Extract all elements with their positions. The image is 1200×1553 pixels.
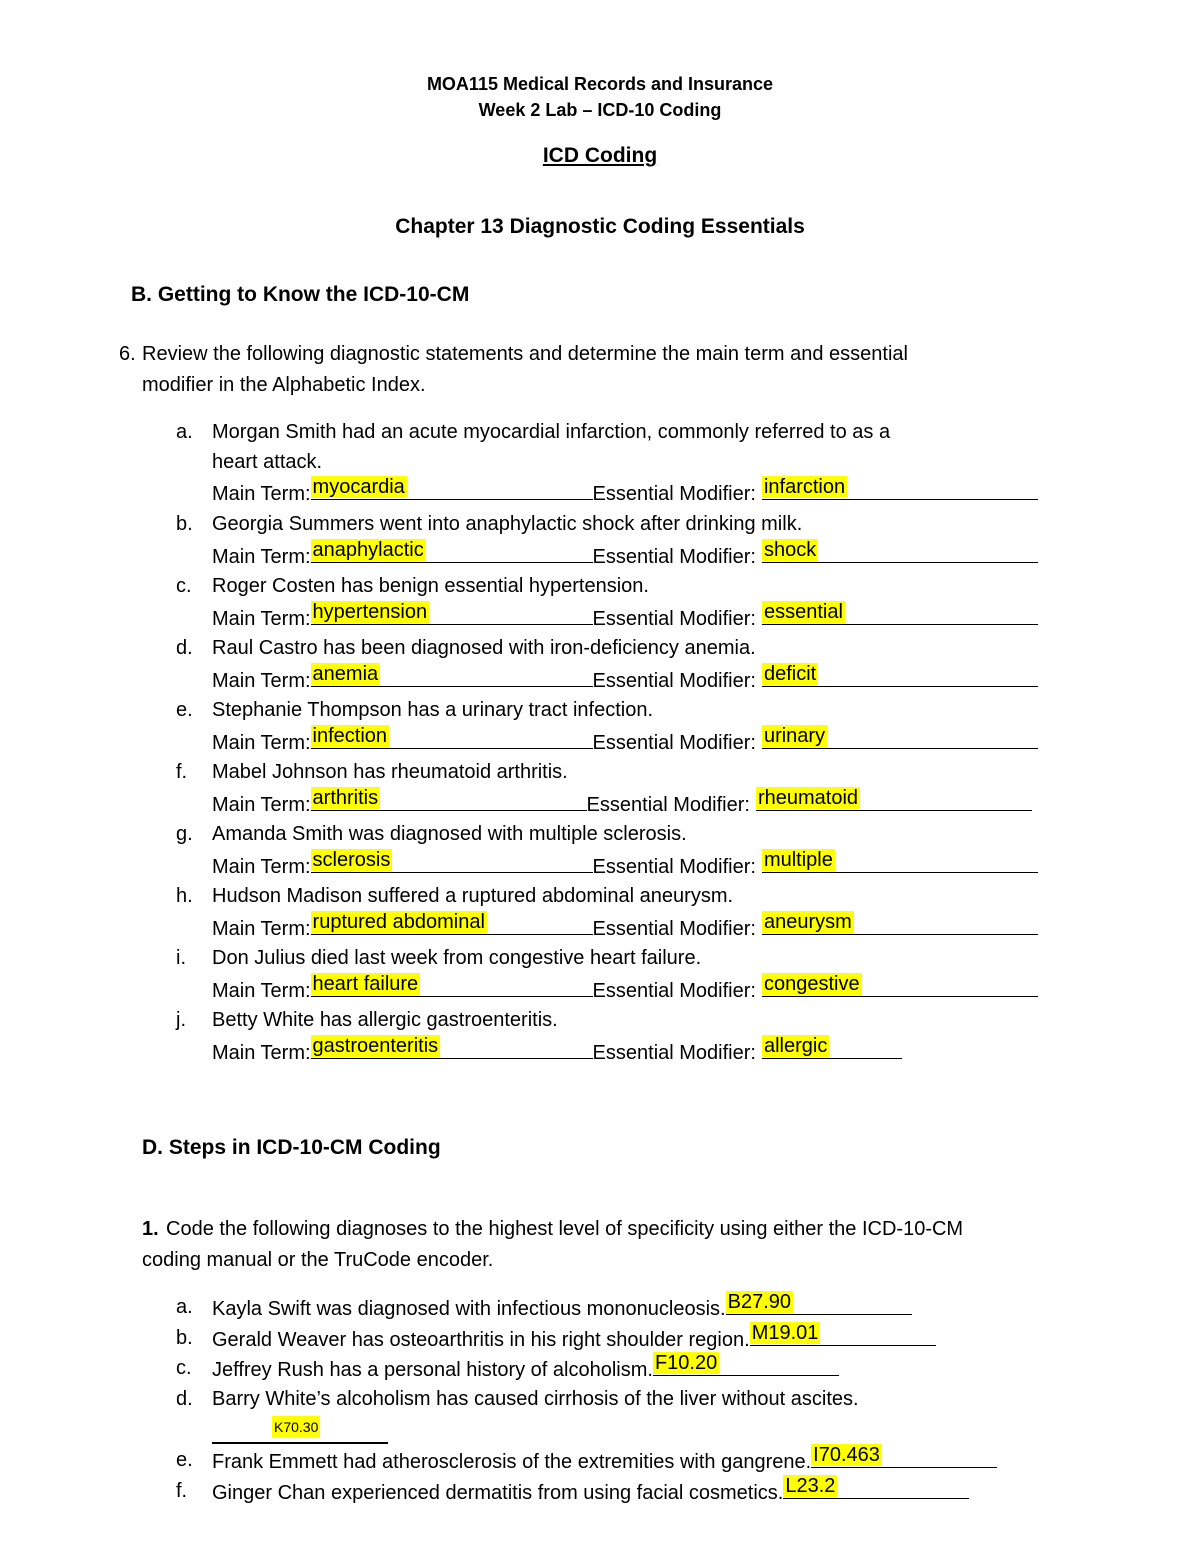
main-term-label: Main Term: bbox=[212, 794, 311, 816]
essential-modifier-field[interactable] bbox=[762, 725, 1038, 749]
answer-row bbox=[212, 663, 1038, 694]
main-term-answer: hypertension bbox=[312, 601, 428, 623]
code-field[interactable] bbox=[750, 1322, 936, 1346]
code-answer: B27.90 bbox=[727, 1291, 791, 1313]
essential-modifier-label: Essential Modifier: bbox=[592, 546, 756, 568]
main-term-field[interactable] bbox=[311, 601, 593, 625]
code-answer: I70.463 bbox=[813, 1444, 880, 1466]
essential-modifier-answer: congestive bbox=[763, 973, 860, 995]
item-label: j. bbox=[176, 1009, 186, 1031]
main-term-field[interactable] bbox=[311, 1035, 593, 1059]
main-term-label: Main Term: bbox=[212, 1042, 311, 1064]
diagnostic-statement: Mabel Johnson has rheumatoid arthritis. bbox=[212, 761, 568, 783]
essential-modifier-label: Essential Modifier: bbox=[586, 794, 750, 816]
coding-row bbox=[212, 1444, 997, 1475]
diagnostic-statement-cont: heart attack. bbox=[212, 451, 323, 473]
code-field[interactable] bbox=[783, 1475, 969, 1499]
diagnosis-statement: Barry White’s alcoholism has caused cirrhosis of the liver without ascites. bbox=[212, 1388, 859, 1410]
main-term-answer: heart failure bbox=[312, 973, 419, 995]
diagnostic-statement: Georgia Summers went into anaphylactic shock after drinking milk. bbox=[212, 513, 803, 535]
essential-modifier-label: Essential Modifier: bbox=[592, 856, 756, 878]
essential-modifier-label: Essential Modifier: bbox=[592, 980, 756, 1002]
coding-row bbox=[212, 1291, 912, 1322]
essential-modifier-label: Essential Modifier: bbox=[592, 670, 756, 692]
code-answer: M19.01 bbox=[751, 1322, 819, 1344]
answer-row bbox=[212, 725, 1038, 756]
answer-row bbox=[212, 787, 1032, 818]
answer-row bbox=[212, 539, 1038, 570]
main-term-field[interactable] bbox=[311, 663, 593, 687]
code-field[interactable] bbox=[811, 1444, 997, 1468]
main-term-answer: myocardia bbox=[312, 476, 405, 498]
main-term-answer: anemia bbox=[312, 663, 379, 685]
section-d-instruction-2: coding manual or the TruCode encoder. bbox=[142, 1249, 494, 1271]
diagnostic-statement: Morgan Smith had an acute myocardial infarction, commonly referred to as a bbox=[212, 421, 891, 443]
main-term-answer: sclerosis bbox=[312, 849, 391, 871]
code-field[interactable] bbox=[726, 1291, 912, 1315]
main-term-answer: gastroenteritis bbox=[312, 1035, 439, 1057]
question-number-d bbox=[142, 1216, 159, 1242]
essential-modifier-answer: allergic bbox=[763, 1035, 828, 1057]
essential-modifier-field[interactable] bbox=[756, 787, 1032, 811]
main-term-field[interactable] bbox=[311, 849, 593, 873]
item-label: b. bbox=[176, 513, 193, 535]
item-label: g. bbox=[176, 823, 193, 845]
item-label: c. bbox=[176, 1357, 192, 1379]
essential-modifier-label: Essential Modifier: bbox=[592, 608, 756, 630]
main-term-label: Main Term: bbox=[212, 732, 311, 754]
page-title: ICD Coding bbox=[542, 144, 658, 167]
section-b-instruction-2: modifier in the Alphabetic Index. bbox=[142, 374, 426, 396]
diagnostic-statement: Stephanie Thompson has a urinary tract infection. bbox=[212, 699, 653, 721]
section-b-instruction-1: Review the following diagnostic statements and determine the main term and essential bbox=[142, 343, 908, 365]
section-b-heading: B. Getting to Know the ICD-10-CM bbox=[131, 283, 470, 306]
main-term-label: Main Term: bbox=[212, 608, 311, 630]
main-term-label: Main Term: bbox=[212, 483, 311, 505]
item-label: d. bbox=[176, 1388, 193, 1410]
essential-modifier-answer: multiple bbox=[763, 849, 833, 871]
main-term-field[interactable] bbox=[311, 973, 593, 997]
main-term-field[interactable] bbox=[311, 476, 593, 500]
diagnosis-statement: Jeffrey Rush has a personal history of alcoholism. bbox=[212, 1359, 653, 1381]
item-label: h. bbox=[176, 885, 193, 907]
essential-modifier-label: Essential Modifier: bbox=[592, 1042, 756, 1064]
main-term-label: Main Term: bbox=[212, 856, 311, 878]
coding-row bbox=[212, 1322, 936, 1353]
main-term-field[interactable] bbox=[311, 725, 593, 749]
main-term-field[interactable] bbox=[311, 911, 593, 935]
answer-row bbox=[212, 849, 1038, 880]
item-label: f. bbox=[176, 1480, 188, 1502]
main-term-label: Main Term: bbox=[212, 670, 311, 692]
main-term-answer: ruptured abdominal bbox=[312, 911, 485, 933]
answer-row bbox=[212, 1035, 902, 1066]
course-title: MOA115 Medical Records and Insurance bbox=[426, 74, 774, 94]
essential-modifier-label: Essential Modifier: bbox=[592, 732, 756, 754]
essential-modifier-answer: essential bbox=[763, 601, 843, 623]
essential-modifier-label: Essential Modifier: bbox=[592, 483, 756, 505]
diagnostic-statement: Hudson Madison suffered a ruptured abdominal aneurysm. bbox=[212, 885, 734, 907]
item-label: c. bbox=[176, 575, 192, 597]
chapter-title: Chapter 13 Diagnostic Coding Essentials bbox=[395, 215, 805, 238]
lab-title: Week 2 Lab – ICD-10 Coding bbox=[478, 100, 722, 120]
diagnostic-statement: Betty White has allergic gastroenteritis. bbox=[212, 1009, 558, 1031]
diagnostic-statement: Raul Castro has been diagnosed with iron-deficiency anemia. bbox=[212, 637, 756, 659]
item-label: i. bbox=[176, 947, 186, 969]
code-field[interactable] bbox=[653, 1352, 839, 1376]
essential-modifier-field[interactable] bbox=[762, 911, 1038, 935]
item-label: e. bbox=[176, 1449, 193, 1471]
diagnostic-statement: Roger Costen has benign essential hypertension. bbox=[212, 575, 649, 597]
main-term-label: Main Term: bbox=[212, 980, 311, 1002]
answer-row bbox=[212, 911, 1038, 942]
section-d-heading: D. Steps in ICD-10-CM Coding bbox=[142, 1136, 441, 1159]
code-answer: F10.20 bbox=[654, 1352, 718, 1374]
essential-modifier-answer: aneurysm bbox=[763, 911, 852, 933]
diagnosis-statement: Frank Emmett had atherosclerosis of the extremities with gangrene. bbox=[212, 1451, 812, 1473]
essential-modifier-answer: shock bbox=[763, 539, 817, 561]
main-term-label: Main Term: bbox=[212, 918, 311, 940]
essential-modifier-field[interactable] bbox=[762, 973, 1038, 997]
answer-row bbox=[212, 476, 1038, 507]
essential-modifier-field[interactable] bbox=[762, 1035, 902, 1059]
code-answer: L23.2 bbox=[785, 1475, 836, 1497]
diagnosis-statement: Ginger Chan experienced dermatitis from using facial cosmetics. bbox=[212, 1482, 784, 1504]
item-label: e. bbox=[176, 699, 193, 721]
diagnostic-statement: Amanda Smith was diagnosed with multiple sclerosis. bbox=[212, 823, 687, 845]
item-label: a. bbox=[176, 421, 193, 443]
essential-modifier-field[interactable] bbox=[762, 539, 1038, 563]
coding-row bbox=[212, 1352, 839, 1383]
item-label: d. bbox=[176, 637, 193, 659]
main-term-field[interactable] bbox=[311, 539, 593, 563]
coding-row bbox=[212, 1475, 969, 1506]
essential-modifier-field[interactable] bbox=[762, 476, 1038, 500]
answer-row bbox=[212, 973, 1038, 1004]
diagnostic-statement: Don Julius died last week from congestive heart failure. bbox=[212, 947, 702, 969]
essential-modifier-label: Essential Modifier: bbox=[592, 918, 756, 940]
item-label: f. bbox=[176, 761, 188, 783]
section-d-instruction-1: Code the following diagnoses to the highest level of specificity using either the ICD-10-CM bbox=[166, 1218, 964, 1240]
main-term-label: Main Term: bbox=[212, 546, 311, 568]
code-field[interactable] bbox=[212, 1414, 388, 1444]
essential-modifier-answer: deficit bbox=[763, 663, 817, 685]
essential-modifier-field[interactable] bbox=[762, 663, 1038, 687]
diagnosis-statement: Gerald Weaver has osteoarthritis in his right shoulder region. bbox=[212, 1329, 750, 1351]
essential-modifier-answer: infarction bbox=[763, 476, 846, 498]
code-answer: K70.30 bbox=[272, 1416, 320, 1438]
diagnosis-statement: Kayla Swift was diagnosed with infectious mononucleosis. bbox=[212, 1298, 726, 1320]
main-term-answer: arthritis bbox=[312, 787, 379, 809]
main-term-field[interactable] bbox=[311, 787, 587, 811]
item-label: b. bbox=[176, 1327, 193, 1349]
answer-row bbox=[212, 601, 1038, 632]
item-label: a. bbox=[176, 1296, 193, 1318]
essential-modifier-field[interactable] bbox=[762, 601, 1038, 625]
question-number: 6. bbox=[119, 343, 136, 365]
question-number: 1. bbox=[142, 1218, 159, 1240]
essential-modifier-answer: rheumatoid bbox=[757, 787, 859, 809]
essential-modifier-field[interactable] bbox=[762, 849, 1038, 873]
main-term-answer: anaphylactic bbox=[312, 539, 424, 561]
essential-modifier-answer: urinary bbox=[763, 725, 826, 747]
main-term-answer: infection bbox=[312, 725, 388, 747]
